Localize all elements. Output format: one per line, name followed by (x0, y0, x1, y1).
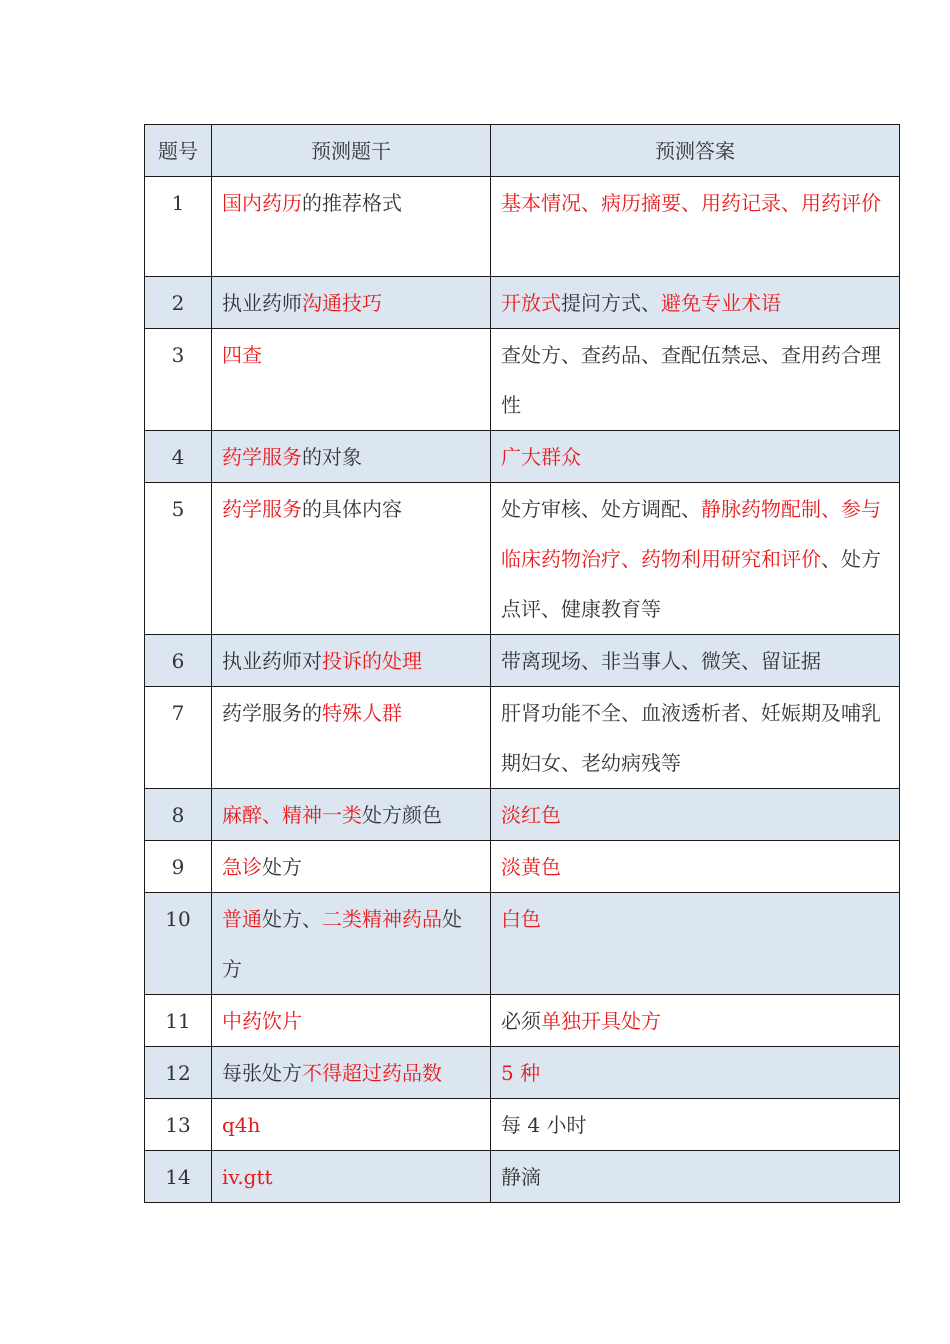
plain-text: 的推荐格式 (302, 191, 402, 215)
row-number: 8 (145, 789, 212, 841)
question-stem-cell (212, 995, 491, 1047)
plain-text: 带离现场、非当事人、微笑、留证据 (501, 649, 821, 673)
row-number: 13 (145, 1099, 212, 1151)
table-row (145, 1047, 900, 1099)
highlighted-text: 开放式 (501, 291, 561, 315)
table-row (145, 635, 900, 687)
highlighted-text: 单独开具处方 (541, 1009, 661, 1033)
plain-text: 每 4 小时 (501, 1113, 587, 1137)
question-stem-cell (212, 789, 491, 841)
question-stem-cell (212, 1151, 491, 1203)
plain-text: 每张处方 (222, 1061, 302, 1085)
table-row (145, 483, 900, 635)
plain-text: 查处方、查药品、查配伍禁忌、查用药合理性 (501, 343, 881, 417)
table-row (145, 277, 900, 329)
plain-text: 静滴 (501, 1165, 541, 1189)
highlighted-text: 急诊 (222, 855, 262, 879)
row-number: 10 (145, 893, 212, 995)
header-answer: 预测答案 (491, 125, 900, 177)
question-stem-cell (212, 177, 491, 277)
highlighted-text: 普通 (222, 907, 262, 931)
answer-cell (491, 789, 900, 841)
table-row (145, 995, 900, 1047)
question-stem-cell (212, 1099, 491, 1151)
answer-cell (491, 893, 900, 995)
row-number: 14 (145, 1151, 212, 1203)
row-number: 2 (145, 277, 212, 329)
plain-text: 必须 (501, 1009, 541, 1033)
answer-cell (491, 177, 900, 277)
table-row (145, 1099, 900, 1151)
answer-cell (491, 1151, 900, 1203)
highlighted-text: 静脉药物配制、参与临床药物治疗、药物利用研究和评价 (501, 497, 881, 571)
plain-text: 执业药师对 (222, 649, 322, 673)
question-stem-cell (212, 841, 491, 893)
table-row (145, 789, 900, 841)
plain-text: 处方、 (262, 907, 322, 931)
header-number: 题号 (145, 125, 212, 177)
highlighted-text: 投诉的处理 (322, 649, 422, 673)
answer-cell (491, 995, 900, 1047)
highlighted-text: 避免专业术语 (661, 291, 781, 315)
highlighted-text: 淡黄色 (501, 855, 561, 879)
row-number: 5 (145, 483, 212, 635)
plain-text: 、处方点评、健康教育等 (501, 547, 881, 621)
plain-text: 肝肾功能不全、血液透析者、妊娠期及哺乳期妇女、老幼病残等 (501, 701, 881, 775)
answer-cell (491, 431, 900, 483)
question-stem-cell (212, 483, 491, 635)
highlighted-text: 四查 (222, 343, 262, 367)
highlighted-text: q4h (222, 1113, 261, 1137)
highlighted-text: 5 种 (501, 1061, 541, 1085)
highlighted-text: 药学服务 (222, 497, 302, 521)
row-number: 9 (145, 841, 212, 893)
plain-text: 处方颜色 (362, 803, 442, 827)
row-number: 6 (145, 635, 212, 687)
table-row (145, 687, 900, 789)
answer-cell (491, 483, 900, 635)
highlighted-text: 麻醉、精神一类 (222, 803, 362, 827)
header-question-stem: 预测题干 (212, 125, 491, 177)
row-number: 7 (145, 687, 212, 789)
plain-text: 执业药师 (222, 291, 302, 315)
highlighted-text: iv.gtt (222, 1165, 273, 1189)
table-row (145, 329, 900, 431)
table-row (145, 893, 900, 995)
answer-cell (491, 1047, 900, 1099)
row-number: 3 (145, 329, 212, 431)
plain-text: 的具体内容 (302, 497, 402, 521)
table-header-row (145, 125, 900, 177)
plain-text: 处方 (222, 907, 462, 981)
answer-cell (491, 277, 900, 329)
question-stem-cell (212, 277, 491, 329)
plain-text: 处方 (262, 855, 302, 879)
prediction-table (144, 124, 900, 1203)
highlighted-text: 中药饮片 (222, 1009, 302, 1033)
highlighted-text: 不得超过药品数 (302, 1061, 442, 1085)
highlighted-text: 国内药历 (222, 191, 302, 215)
question-stem-cell (212, 687, 491, 789)
plain-text: 的对象 (302, 445, 362, 469)
row-number: 11 (145, 995, 212, 1047)
highlighted-text: 二类精神药品 (322, 907, 442, 931)
question-stem-cell (212, 431, 491, 483)
table-row (145, 431, 900, 483)
answer-cell (491, 1099, 900, 1151)
highlighted-text: 白色 (501, 907, 541, 931)
plain-text: 药学服务的 (222, 701, 322, 725)
highlighted-text: 广大群众 (501, 445, 581, 469)
question-stem-cell (212, 329, 491, 431)
question-stem-cell (212, 1047, 491, 1099)
table-row (145, 1151, 900, 1203)
row-number: 4 (145, 431, 212, 483)
question-stem-cell (212, 893, 491, 995)
highlighted-text: 基本情况、病历摘要、用药记录、用药评价 (501, 191, 881, 215)
highlighted-text: 药学服务 (222, 445, 302, 469)
highlighted-text: 沟通技巧 (302, 291, 382, 315)
table-body (145, 177, 900, 1203)
answer-cell (491, 687, 900, 789)
row-number: 1 (145, 177, 212, 277)
row-number: 12 (145, 1047, 212, 1099)
question-stem-cell (212, 635, 491, 687)
answer-cell (491, 329, 900, 431)
answer-cell (491, 635, 900, 687)
plain-text: 处方审核、处方调配、 (501, 497, 701, 521)
table-row (145, 177, 900, 277)
plain-text: 提问方式、 (561, 291, 661, 315)
highlighted-text: 淡红色 (501, 803, 561, 827)
answer-cell (491, 841, 900, 893)
table-row (145, 841, 900, 893)
highlighted-text: 特殊人群 (322, 701, 402, 725)
